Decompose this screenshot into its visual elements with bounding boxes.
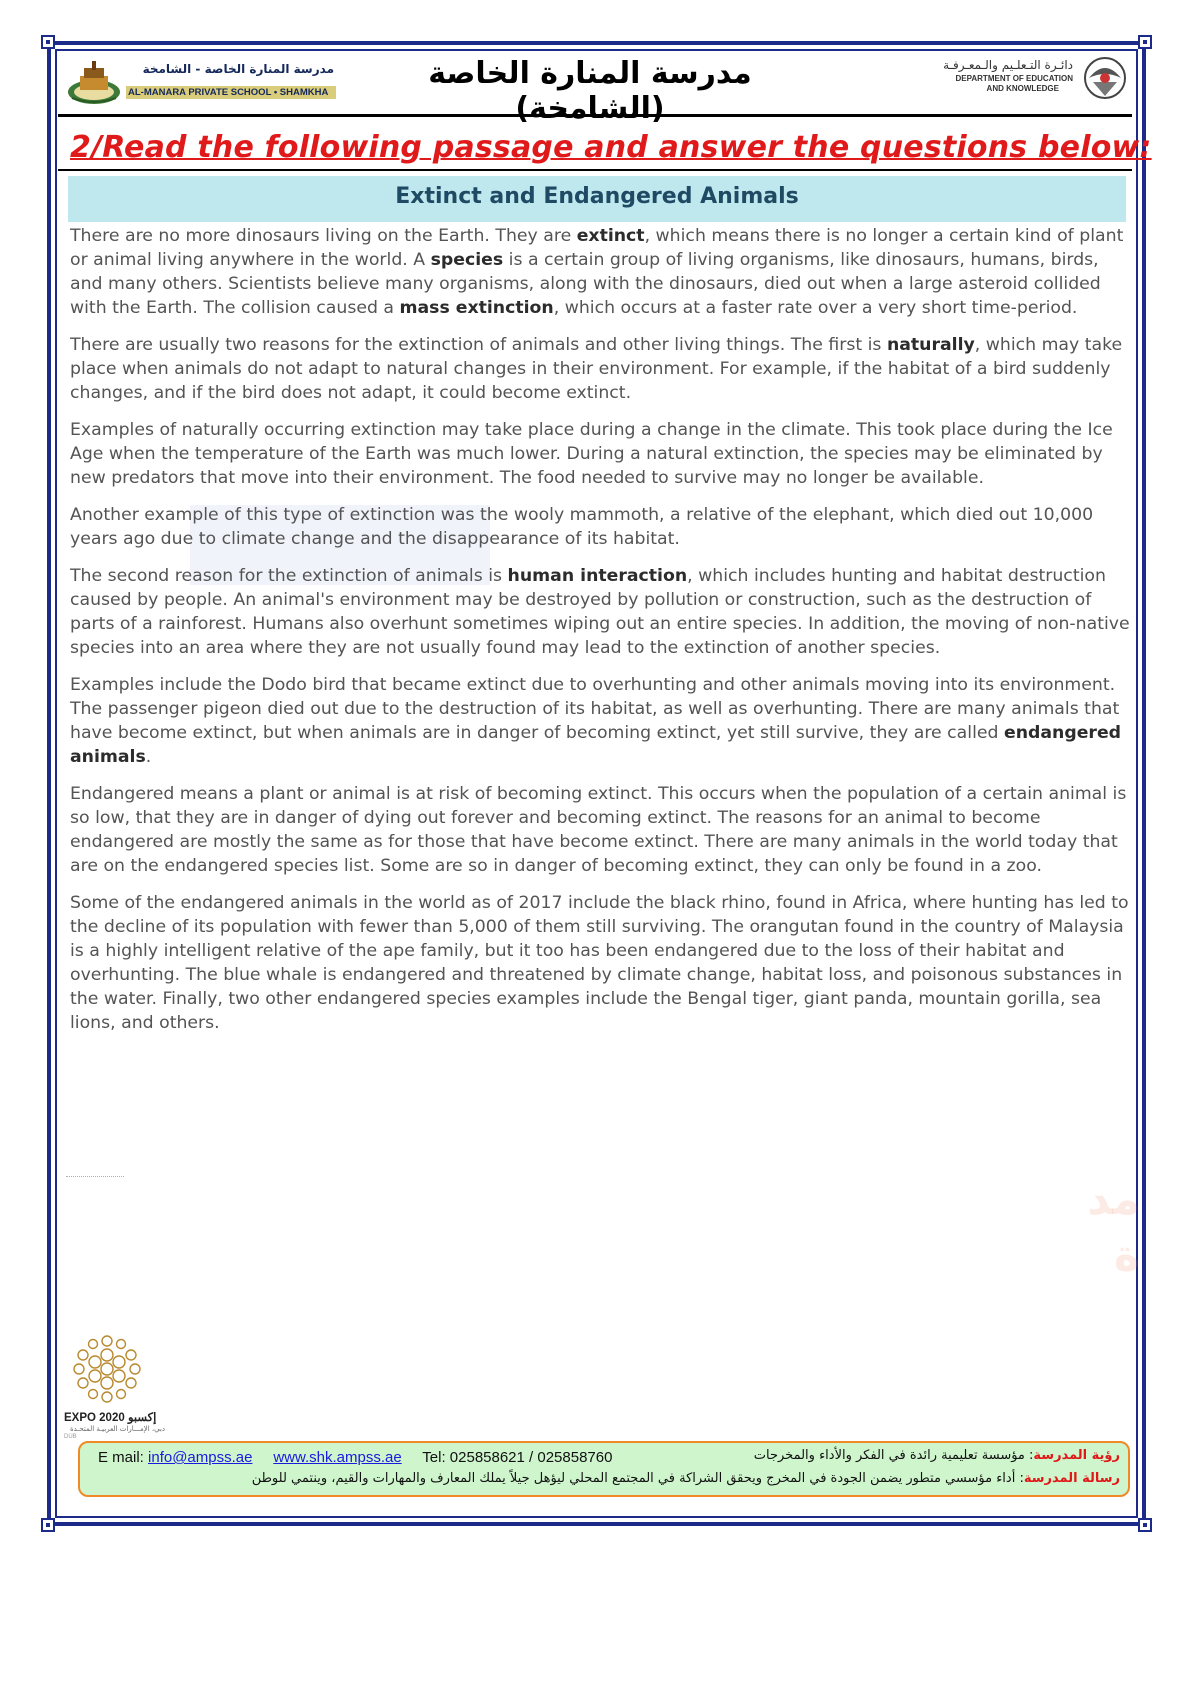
key-term: endangered animals bbox=[70, 723, 1122, 767]
mission-text: : أداء مؤسسي متطور يضمن الجودة في المخرج ويحقق الشراكة في المجتمع المحلي ليؤهل جيلاً يملك المعارف والمهارات والقيم، وينتمي للوطن bbox=[251, 1471, 1024, 1486]
paragraph-text: , which includes hunting and habitat destruction caused by people. An animal's environment may be destroyed by pollution or construction, such as the destruction of parts of a rainforest. Humans also overhunt sometimes wiping out an entire species. In addition, the moving of non-native species into an area where they are not usually found may lead to the extinction of another species. bbox=[70, 566, 1130, 658]
key-term: human interaction bbox=[507, 566, 688, 586]
school-vision bbox=[754, 1448, 1120, 1463]
frame-corner bbox=[1138, 1518, 1152, 1532]
vision-text: : مؤسسة تعليمية رائدة في الفكر والأداء والمخرجات bbox=[753, 1448, 1034, 1463]
passage-body bbox=[70, 224, 1132, 1048]
paragraph-text: Examples include the Dodo bird that became extinct due to overhunting and other animals moving into its environment. The passenger pigeon died out due to the destruction of its habitat, as well as overhunting. There are many animals that have become extinct, but when animals are in danger of becoming extinct, yet still survive, they are called bbox=[70, 675, 1120, 743]
paragraph-8: Some of the endangered animals in the world as of 2017 include the black rhino, found in Africa, where hunting has led to the decline of its population with fewer than 5,000 of them still surviving. The orangutan found in the country of Malaysia is a highly intelligent relative of the ape family, but it too has been endangered due to the loss of their habitat and overhunting. The blue whale is endangered and threatened by climate change, habitat loss, and poisonous substances in the water. Finally, two other endangered species examples include the Bengal tiger, giant panda, mountain gorilla, sea lions, and others. bbox=[70, 893, 1129, 1033]
paragraph-text: , which may take place when animals do not adapt to natural changes in their environment. For example, if the habitat of a bird suddenly changes, and if the bird does not adapt, it could become extinct. bbox=[70, 335, 1123, 403]
paragraph-text: There are usually two reasons for the extinction of animals and other living things. The first is bbox=[70, 335, 887, 355]
expo-2020-logo-icon bbox=[68, 1330, 146, 1408]
school-header bbox=[66, 56, 336, 108]
school-crest-icon bbox=[66, 58, 122, 106]
passage-end-marker bbox=[66, 1176, 124, 1177]
paragraph-7: Endangered means a plant or animal is at risk of becoming extinct. This occurs when the population of a certain animal is so low, that they are in danger of dying out forever and becoming extinct. The reasons for an animal to become endangered are mostly the same as for those that have become extinct. There are many animals in the world today that are on the endangered species list. Some are so in danger of becoming extinct, they can only be found in a zoo. bbox=[70, 784, 1127, 876]
expo-label: EXPO 2020 إكسبو bbox=[64, 1412, 157, 1424]
page-title: مدرسة المنارة الخاصة (الشامخة) bbox=[428, 56, 752, 126]
paragraph-6 bbox=[70, 673, 1132, 769]
passage-title: Extinct and Endangered Animals bbox=[395, 184, 799, 209]
key-term: species bbox=[430, 250, 504, 270]
school-mission bbox=[252, 1471, 1120, 1486]
paragraph-5 bbox=[70, 564, 1132, 660]
watermark-right: مد ة bbox=[1087, 1174, 1140, 1281]
expo-sublabel: دبي، الإمـــارات العربيـة المتحـدة bbox=[70, 1425, 166, 1433]
question-heading: 2/Read the following passage and answer the questions below: bbox=[70, 130, 1152, 165]
expo-dub: DUB bbox=[64, 1434, 77, 1440]
department-name-english: DEPARTMENT OF EDUCATION bbox=[955, 74, 1073, 83]
department-header bbox=[905, 54, 1135, 104]
department-name-english-line2: AND KNOWLEDGE bbox=[986, 84, 1059, 93]
key-term: mass extinction bbox=[399, 298, 554, 318]
expo-2020-logo bbox=[64, 1330, 184, 1444]
vision-label: رؤية المدرسة bbox=[1033, 1448, 1120, 1463]
school-name-english: AL-MANARA PRIVATE SCHOOL • SHAMKHA bbox=[126, 86, 336, 99]
frame-corner bbox=[1138, 35, 1152, 49]
question-divider bbox=[58, 169, 1132, 171]
falcon-emblem-icon bbox=[1079, 56, 1131, 100]
paragraph-text: There are no more dinosaurs living on the Earth. They are bbox=[70, 226, 577, 246]
email-label: E mail: bbox=[98, 1449, 144, 1466]
frame-corner bbox=[41, 35, 55, 49]
paragraph-text: , which occurs at a faster rate over a very short time-period. bbox=[553, 298, 1078, 318]
paragraph-2 bbox=[70, 333, 1132, 405]
header-divider bbox=[58, 114, 1132, 117]
paragraph-4: Another example of this type of extinction was the wooly mammoth, a relative of the elephant, which died out 10,000 years ago due to climate change and the disappearance of its habitat. bbox=[70, 505, 1094, 549]
telephone: Tel: 025858621 / 025858760 bbox=[422, 1449, 613, 1466]
paragraph-text: , which means there is no longer a certain kind of plant or animal living anywhere in the world. A bbox=[70, 226, 1124, 270]
key-term: extinct bbox=[576, 226, 645, 246]
school-footer bbox=[78, 1441, 1130, 1497]
paragraph-1 bbox=[70, 224, 1132, 320]
footer-contact bbox=[98, 1449, 612, 1466]
department-name-arabic: دائـرة التـعلـيم والـمعـرفـة bbox=[943, 58, 1073, 72]
school-name-arabic: مدرسة المنارة الخاصة - الشامخة bbox=[142, 62, 334, 76]
paragraph-text: is a certain group of living organisms, like dinosaurs, humans, birds, and many others. Scientists believe many organisms, along with the dinosaurs, died out when a large asteroid collided with the Earth. The collision caused a bbox=[70, 250, 1101, 318]
mission-label: رسالة المدرسة bbox=[1023, 1471, 1120, 1486]
frame-corner bbox=[41, 1518, 55, 1532]
key-term: naturally bbox=[886, 335, 975, 355]
paragraph-3: Examples of naturally occurring extinction may take place during a change in the climate. This took place during the Ice Age when the temperature of the Earth was much lower. During a natural extinction, the species may be eliminated by new predators that move into their environment. The food needed to survive may no longer be available. bbox=[70, 420, 1113, 488]
website-link[interactable]: www.shk.ampss.ae bbox=[273, 1449, 402, 1466]
passage-title-banner bbox=[68, 176, 1126, 222]
paragraph-text: The second reason for the extinction of animals is bbox=[70, 566, 508, 586]
paragraph-text: . bbox=[145, 747, 152, 767]
email-link[interactable]: info@ampss.ae bbox=[148, 1449, 253, 1466]
